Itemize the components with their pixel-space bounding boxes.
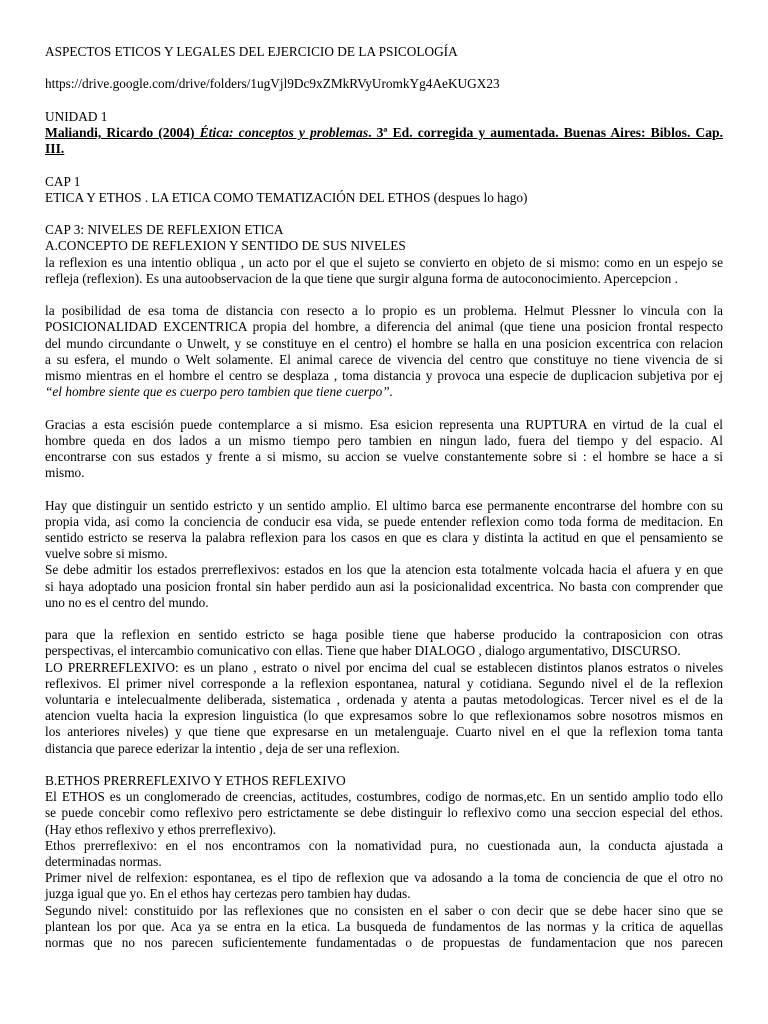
document-page	[45, 44, 723, 951]
paragraph-line: (Hay ethos reflexivo y ethos prerreflexivo).	[45, 821, 277, 837]
paragraph-line: Se debe admitir los estados prerreflexivos: estados en los que la atencion esta totalmente volcada hacia el afuera y en que	[45, 562, 723, 578]
paragraph-line: para que la reflexion en sentido estricto se haga posible tiene que haberse producido la contraposicion con otras	[45, 627, 723, 643]
paragraph-line: distancia que parece ederizar la intentio , deja de ser una reflexion.	[45, 740, 400, 756]
reference-edition: . 3ª Ed. corregida y aumentada. Buenas Aires: Biblos. Cap.	[368, 124, 723, 140]
paragraph-line: juzga igual que yo. En el ethos hay certezas pero tambien hay dudas.	[45, 886, 411, 902]
paragraph-line: Primer nivel de relfexion: espontanea, es el tipo de reflexion que va adosando a la toma de conciencia de que el otro no	[45, 870, 723, 886]
paragraph-line: Gracias a esta escisión puede contemplarce a si mismo. Esa esicion representa una RUPTURA en virtud de la cual el	[45, 416, 723, 432]
paragraph-line: reflexivos. El primer nivel corresponde a la reflexion espontanea, natural y cotidiana. Segundo nivel el de la reflexion	[45, 675, 723, 691]
paragraph-line: atencion vuelta hacia la expresion linguistica (lo que expresamos sobre lo que reflexionamos sobre nosotros mismos en	[45, 708, 723, 724]
paragraph-line: del mundo circundante o Unwelt, y se constituye en el centro) el hombre se halla en una posicion excentrica con relacion	[45, 335, 723, 351]
paragraph-line: Segundo nivel: constituido por las reflexiones que no consisten en el saber o con decir que se debe hacer sino que se	[45, 902, 723, 918]
paragraph-line: voluntaria e intelecualmente deliberada, sistematica , ordenada y atenta a pautas metodologicas. Tercer nivel es el de la	[45, 692, 723, 707]
chapter-1-note: (despues lo hago)	[430, 189, 528, 205]
paragraph-line: LO PRERREFLEXIVO: es un plano , estrato o nivel por encima del cual se establecen distintos planos estratos o niveles	[45, 659, 723, 675]
paragraph-line: hombre queda en dos lados a un mismo tiempo pero tambien en ningun lado, fuera del tiempo y del espacio. Al	[45, 432, 723, 448]
paragraph-line: determinadas normas.	[45, 854, 162, 870]
paragraph-line: El ETHOS es un conglomerado de creencias, actitudes, costumbres, codigo de normas,etc. En un sentido amplio todo ello	[45, 789, 723, 805]
paragraph-line: refleja (reflexion). Es una autoobservacion de la que tiene que surgir alguna forma de autoconocimiento. Apercepcion .	[45, 270, 678, 286]
paragraph-line: Hay que distinguir un sentido estricto y un sentido amplio. El ultimo barca ese permanente encontrarse del hombre con su	[45, 497, 723, 513]
paragraph-line: encontrarse con sus estados y frente a si mismo, su accion se vuelve constantemente sobre si : el hombre se hace a si	[45, 448, 723, 464]
unit-heading: UNIDAD 1	[45, 108, 108, 124]
paragraph-line: mismo mientras en el hombre el centro se desplaza , toma distancia y provoca una especie de duplicacion subjetiva por ej	[45, 367, 723, 383]
chapter-1-title-line	[45, 190, 723, 206]
paragraph-line: plantean los por que. Aca ya se entra en la etica. La busqueda de fundamentos de las normas y la critica de aquellas	[45, 918, 723, 934]
drive-link[interactable]: https://drive.google.com/drive/folders/1ugVjl9Dc9xZMkRVyUromkYg4AeKUGX23	[45, 76, 500, 92]
paragraph-line: si haya adoptado una posicion frontal sin haber perdido aun asi la posicionalidad excentrica. No basta con comprender que	[45, 578, 723, 594]
paragraph-line: sentido estricto se reserva la palabra reflexion para los casos en que es clara y distinta la actitud en que el pensamiento se	[45, 529, 723, 545]
paragraph-line: propia vida, asi como la conciencia de conducir esa vida, se puede entender reflexion como toda forma de meditacion. En	[45, 513, 723, 529]
paragraph-line: Ethos prerreflexivo: en el nos encontramos con la nomatividad pura, no cuestionada aun, la conducta ajustada a	[45, 837, 723, 853]
section-a-heading: A.CONCEPTO DE REFLEXION Y SENTIDO DE SUS NIVELES	[45, 238, 406, 254]
paragraph-line: mismo.	[45, 465, 85, 481]
paragraph-line: la posibilidad de esa toma de distancia con resecto a lo propio es un problema. Helmut Plessner lo vincula con la	[45, 303, 723, 319]
chapter-1-title: ETICA Y ETHOS . LA ETICA COMO TEMATIZACIÓN DEL ETHOS	[45, 189, 431, 205]
paragraph-line: los anteriores niveles) y que tiene que expresarse en un metalenguaje. Cuarto nivel en el que la reflexion toma tanta	[45, 724, 723, 740]
chapter-3-heading: CAP 3: NIVELES DE REFLEXION ETICA	[45, 222, 284, 238]
document-title: ASPECTOS ETICOS Y LEGALES DEL EJERCICIO DE LA PSICOLOGÍA	[45, 44, 458, 59]
paragraph-line: vuelve sobre si mismo.	[45, 546, 168, 562]
paragraph-line: normas que no nos parecen suficientemente fundamentadas o de propuestas de fundamentacion que nos parecen	[45, 935, 723, 951]
paragraph-line: se puede concebir como reflexivo pero estrictamente se debe distinguir lo reflexivo como una seccion especial del ethos.	[45, 805, 723, 821]
reference-author: Maliandi, Ricardo (2004)	[45, 124, 200, 140]
paragraph-line: la reflexion es una intentio obliqua , un acto por el que el sujeto se convierto en objeto de si mismo: como en un espejo se	[45, 254, 723, 270]
paragraph-line: perspectivas, el intercambio comunicativo con ellas. Tiene que haber DIALOGO , dialogo argumentativo, DISCURSO.	[45, 643, 681, 659]
chapter-1-heading: CAP 1	[45, 173, 81, 189]
paragraph-line: a su esfera, el mundo o Welt solamente. El animal carece de vivencia del centro que constituye no tiene vivencia de si	[45, 351, 723, 367]
reference-book-title: Ética: conceptos y problemas	[199, 124, 369, 140]
reference-chapter: III.	[45, 141, 65, 157]
section-b-heading: B.ETHOS PRERREFLEXIVO Y ETHOS REFLEXIVO	[45, 773, 346, 788]
paragraph-line: POSICIONALIDAD EXCENTRICA propia del hombre, a diferencia del animal (que tiene una posicion frontal respecto	[45, 319, 723, 335]
bibliographic-reference	[45, 125, 723, 141]
quote-line: “el hombre siente que es cuerpo pero tambien que tiene cuerpo”.	[45, 384, 393, 400]
paragraph-line: uno no es el centro del mundo.	[45, 594, 209, 610]
